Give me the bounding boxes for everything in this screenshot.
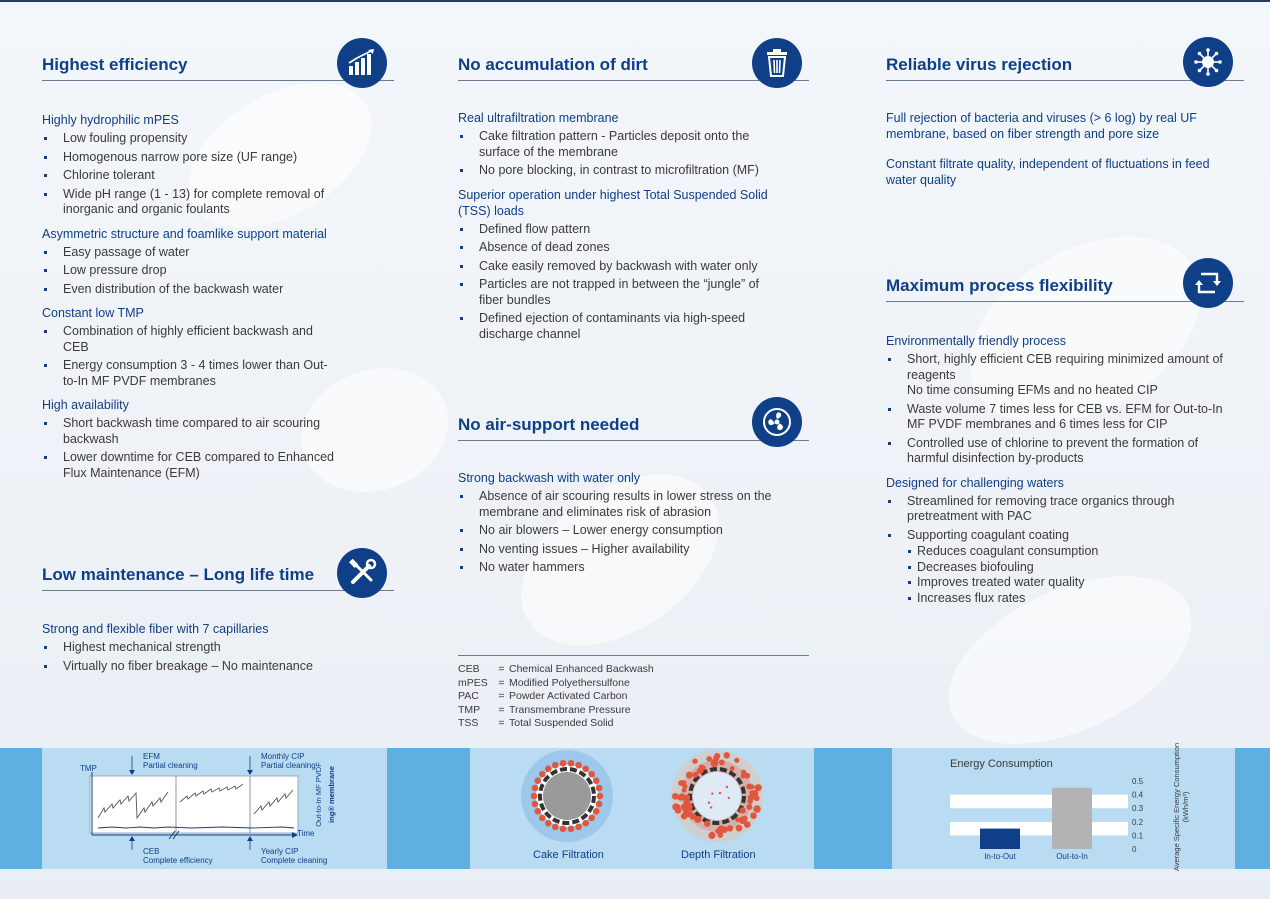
bullet-list [42, 640, 342, 674]
particle [545, 820, 552, 827]
list-item: Increases flux rates [886, 591, 1231, 607]
particle [751, 813, 756, 818]
paragraph: Constant filtrate quality, independent of fluctuations in feed water quality [886, 157, 1210, 187]
abbreviation-value: Powder Activated Carbon [509, 690, 628, 702]
list-item: Defined flow pattern [458, 222, 778, 238]
particle [718, 825, 725, 832]
abbreviation-row [458, 690, 809, 704]
abbreviation-value: Chemical Enhanced Backwash [509, 663, 654, 675]
particle [753, 805, 761, 813]
paragraph: Full rejection of bacteria and viruses (> 6 log) by real UF membrane, based on fiber strength and pore size [886, 111, 1197, 141]
grid-band [950, 808, 1128, 822]
list-item: Energy consumption 3 - 4 times lower than Out-to-In MF PVDF membranes [42, 358, 342, 389]
list-item: No pore blocking, in contrast to microfiltration (MF) [458, 163, 778, 179]
subheading: Constant low TMP [42, 306, 144, 320]
monthly-cip-label: Monthly CIP [261, 752, 305, 761]
cycle-arrows-icon [1183, 258, 1233, 308]
virus-icon [1183, 37, 1233, 87]
yearly-cip-sub-label: Complete cleaning [261, 856, 328, 865]
top-border [0, 0, 1270, 2]
abbreviations-list [458, 655, 809, 731]
particle [711, 792, 713, 794]
header-rule [458, 80, 809, 81]
y-tick-label: 0.4 [1132, 790, 1144, 800]
reliable-virus-body [886, 110, 1216, 202]
particle [744, 821, 751, 828]
abbreviation-value: Total Suspended Solid [509, 717, 614, 729]
particle [700, 765, 705, 770]
list-item: Wide pH range (1 - 13) for complete removal of inorganic and organic foulants [42, 187, 342, 218]
subheading: Strong and flexible fiber with 7 capillaries [42, 622, 269, 636]
header-rule [42, 80, 394, 81]
particle [593, 808, 600, 815]
particle [596, 785, 603, 792]
bullet-list [42, 416, 342, 481]
list-item: Waste volume 7 times less for CEB vs. EFM for Out-to-In MF PVDF membranes and 6 times less for CIP [886, 402, 1231, 433]
list-item: Cake easily removed by backwash with water only [458, 259, 778, 275]
bar [980, 829, 1020, 849]
list-item: Short backwash time compared to air scouring backwash [42, 416, 342, 447]
section-title: Low maintenance – Long life time [42, 565, 315, 584]
subheading: Strong backwash with water only [458, 471, 641, 485]
bullet-list [458, 489, 778, 576]
particle [582, 766, 589, 773]
particle [730, 766, 735, 771]
grid-band [950, 781, 1128, 795]
particle [753, 791, 758, 796]
particle [672, 793, 679, 800]
particle [742, 816, 748, 822]
particle [682, 788, 687, 793]
list-item: Highest mechanical strength [42, 640, 342, 656]
section-title: Reliable virus rejection [886, 55, 1073, 74]
particle [575, 762, 582, 769]
abbreviation-row [458, 677, 809, 691]
particle [689, 813, 696, 820]
list-item: Supporting coagulant coating [886, 528, 1231, 544]
list-item: Low fouling propensity [42, 131, 342, 147]
subheading: Asymmetric structure and foamlike support material [42, 226, 327, 241]
ceb-sub-label: Complete efficiency [143, 856, 213, 865]
list-item: Particles are not trapped in between the “jungle” of fiber bundles [458, 277, 778, 308]
list-item: Absence of dead zones [458, 240, 778, 256]
legend-label-1: Out-to-In MF PVDF [313, 762, 323, 827]
bullet-list [458, 222, 778, 343]
particle [706, 756, 712, 762]
list-item: Improves treated water quality [886, 575, 1231, 591]
particle [531, 793, 538, 800]
list-item: Absence of air scouring results in lower stress on the membrane and eliminates risk of abrasion [458, 489, 778, 520]
subheading: Superior operation under highest Total Suspended Solid (TSS) loads [458, 187, 768, 218]
y-tick-label: 0.3 [1132, 804, 1144, 814]
tmp-axis-label: TMP [80, 764, 97, 773]
no-air-support-body [458, 470, 778, 579]
particle [684, 795, 690, 801]
abbreviation-key: mPES [458, 676, 488, 689]
abbreviation-key: CEB [458, 663, 480, 675]
particle [719, 760, 725, 766]
header-rule [458, 440, 809, 441]
particle [711, 759, 718, 766]
cake-filtration-label: Cake Filtration [533, 849, 604, 861]
abbreviation-row [458, 663, 809, 677]
list-item: Easy passage of water [42, 245, 342, 261]
particle [545, 766, 552, 773]
legend-label-2: ing® membrane [326, 766, 336, 823]
bar-chart-icon [337, 38, 387, 88]
particle [719, 792, 721, 794]
equals-sign: = [498, 717, 505, 729]
particle [750, 784, 755, 789]
list-item: Short, highly efficient CEB requiring minimized amount of reagents No time consuming EFMs and no heated CIP [886, 352, 1231, 399]
fan-icon [752, 397, 802, 447]
x-tick-label: Out-to-In [1056, 852, 1088, 861]
particle [718, 833, 723, 838]
efm-label: EFM [143, 752, 160, 761]
particle [596, 801, 603, 808]
trash-icon [752, 38, 802, 88]
particle [683, 811, 690, 818]
list-item: Streamlined for removing trace organics through pretreatment with PAC [886, 494, 1231, 525]
low-maintenance-body [42, 621, 342, 677]
particle [534, 808, 541, 815]
particle [746, 804, 752, 810]
particle [568, 760, 575, 767]
depth-filtration-label: Depth Filtration [681, 849, 756, 861]
filtration-illustration [470, 748, 814, 869]
particle [693, 772, 699, 778]
particle [724, 752, 730, 758]
y-tick-label: 0.1 [1132, 831, 1144, 841]
particle [539, 815, 546, 822]
particle [532, 785, 539, 792]
subheading: Environmentally friendly process [886, 334, 1066, 348]
chart-title: Energy Consumption [950, 758, 1053, 770]
abbreviation-key: PAC [458, 690, 479, 702]
particle [727, 825, 733, 831]
particle [678, 780, 684, 786]
section-title: No air-support needed [458, 415, 640, 434]
particle [736, 825, 743, 832]
list-item: Lower downtime for CEB compared to Enhanced Flux Maintenance (EFM) [42, 450, 342, 481]
particle [708, 802, 710, 804]
highest-efficiency-body [42, 112, 342, 484]
y-tick-label: 0.2 [1132, 817, 1144, 827]
particle [734, 758, 739, 763]
ceb-label: CEB [143, 847, 160, 856]
filtration-panel [470, 748, 814, 869]
list-item: No air blowers – Lower energy consumption [458, 523, 778, 539]
list-item: No venting issues – Higher availability [458, 542, 778, 558]
particle [744, 773, 750, 779]
y-tick-label: 0 [1132, 845, 1137, 854]
particle [560, 825, 567, 832]
bullet-list [886, 494, 1231, 544]
equals-sign: = [498, 676, 505, 689]
list-item: Reduces coagulant consumption [886, 544, 1231, 560]
particle [588, 771, 595, 778]
abbreviation-value: Modified Polyethersulfone [509, 676, 630, 689]
equals-sign: = [498, 663, 505, 675]
section-title: Maximum process flexibility [886, 276, 1113, 295]
particle [532, 801, 539, 808]
particle [735, 817, 740, 822]
bar [1052, 788, 1092, 849]
yearly-cip-label: Yearly CIP [261, 847, 299, 856]
subheading: Highly hydrophilic mPES [42, 113, 179, 127]
equals-sign: = [498, 690, 505, 702]
time-axis-label: Time [297, 829, 315, 838]
abbreviation-row [458, 704, 809, 718]
particle [704, 820, 710, 826]
abbreviation-value: Transmembrane Pressure [509, 703, 631, 716]
grid-band [950, 835, 1128, 849]
subheading: Designed for challenging waters [886, 475, 1064, 490]
particle [710, 806, 712, 808]
list-item: Virtually no fiber breakage – No maintenance [42, 659, 342, 675]
particle [539, 771, 546, 778]
particle [726, 786, 728, 788]
bullet-list [42, 245, 342, 298]
subheading: Real ultrafiltration membrane [458, 111, 619, 125]
bullet-list [42, 324, 342, 389]
process-flexibility-body [886, 333, 1231, 606]
chart-y-axis-label: Average Specific Energy Consumption (kWh/m³) [1172, 742, 1190, 872]
monthly-cip-sub-label: Partial cleaning [261, 761, 316, 770]
section-title: No accumulation of dirt [458, 55, 648, 74]
header-rule [42, 590, 394, 591]
particle [588, 815, 595, 822]
particle [552, 824, 559, 831]
section-title: Highest efficiency [42, 55, 188, 74]
list-item: Homogenous narrow pore size (UF range) [42, 150, 342, 166]
list-item: Even distribution of the backwash water [42, 282, 342, 298]
particle [708, 832, 715, 839]
list-item: Decreases biofouling [886, 560, 1231, 576]
tools-icon [337, 548, 387, 598]
particle [593, 777, 600, 784]
particle [728, 797, 730, 799]
bullet-list [42, 131, 342, 218]
list-item: No water hammers [458, 560, 778, 576]
tmp-diagram-panel [42, 748, 387, 869]
subheading: High availability [42, 398, 129, 412]
efm-sub-label: Partial cleaning [143, 761, 198, 770]
particle [686, 772, 693, 779]
list-item: Defined ejection of contaminants via high-speed discharge channel [458, 311, 778, 342]
particle [597, 793, 604, 800]
grid-band [950, 822, 1128, 836]
list-item: Combination of highly efficient backwash and CEB [42, 324, 342, 355]
y-tick-label: 0.5 [1132, 777, 1144, 786]
abbreviation-row [458, 717, 809, 731]
x-tick-label: In-to-Out [984, 852, 1016, 861]
particle [685, 803, 693, 811]
abbreviation-key: TMP [458, 703, 481, 716]
bullet-list [886, 352, 1231, 467]
particle [740, 808, 745, 813]
particle [560, 760, 567, 767]
particle [675, 807, 682, 814]
particle [582, 820, 589, 827]
list-item: Cake filtration pattern - Particles deposit onto the surface of the membrane [458, 129, 778, 160]
energy-chart-panel [892, 742, 1235, 872]
particle [552, 762, 559, 769]
bullet-list [458, 129, 778, 179]
list-item: Chlorine tolerant [42, 168, 342, 184]
particle [575, 824, 582, 831]
bottom-diagram-strip [0, 742, 1270, 872]
particle [568, 825, 575, 832]
equals-sign: = [498, 703, 505, 716]
particle [692, 758, 697, 763]
bullet-list [886, 544, 1231, 606]
particle [714, 753, 720, 759]
grid-band [950, 795, 1128, 809]
particle [534, 777, 541, 784]
no-accumulation-body [458, 110, 778, 345]
list-item: Controlled use of chlorine to prevent the formation of harmful disinfection by-products [886, 436, 1231, 467]
abbreviation-key: TSS [458, 717, 479, 729]
list-item: Low pressure drop [42, 263, 342, 279]
